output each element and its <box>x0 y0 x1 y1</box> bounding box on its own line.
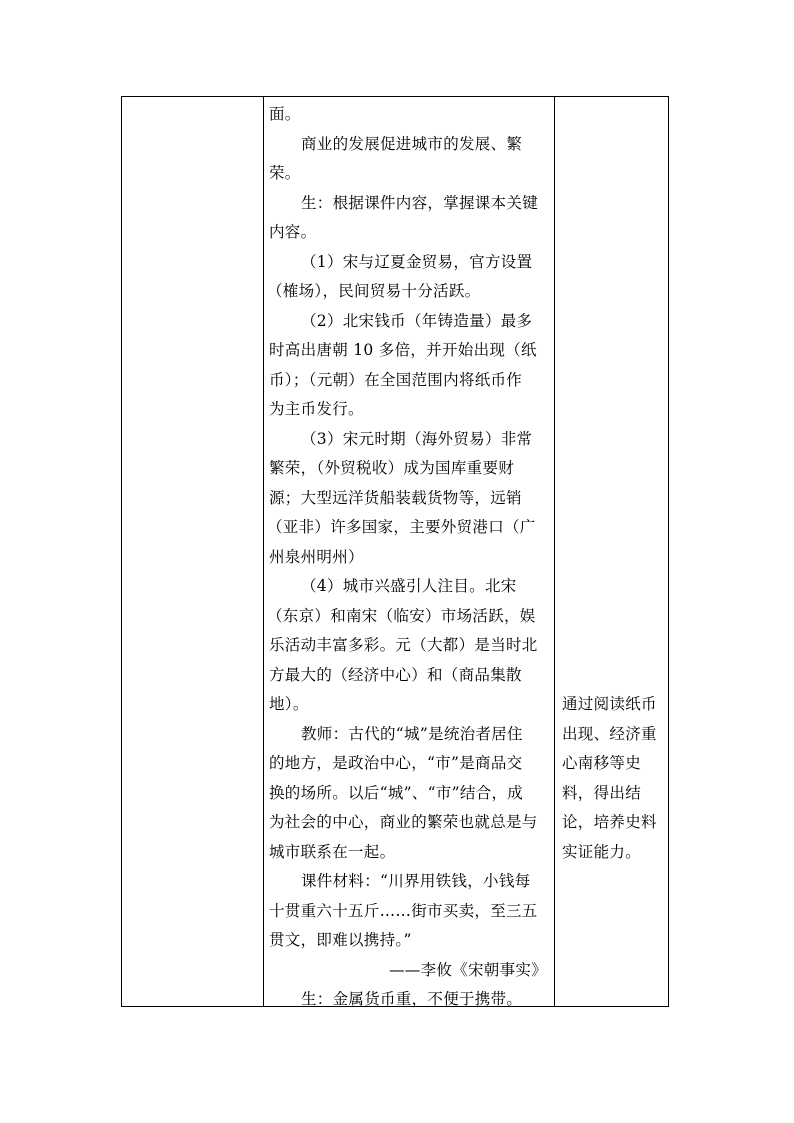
text-line: 商业的发展促进城市的发展、繁 <box>301 135 523 153</box>
text-line: 为主币发行。 <box>269 400 364 418</box>
table-cell-design-intent <box>556 97 668 1006</box>
text-line: 州泉州明州） <box>269 548 364 566</box>
text-line: （3）宋元时期（海外贸易）非常 <box>301 430 533 448</box>
text-line: 荣。 <box>269 164 301 182</box>
lesson-table <box>121 96 669 1007</box>
text-line: （1）宋与辽夏金贸易，官方设置 <box>301 253 533 271</box>
text-line: 的地方，是政治中心，“市”是商品交 <box>269 754 523 772</box>
text-line: 源；大型远洋货船装载货物等，远销 <box>269 489 522 507</box>
text-line: 生：金属货币重，不便于携带。 <box>301 990 523 1008</box>
text-line: 贯文，即难以携持。” <box>269 931 412 949</box>
text-line: 出现、经济重 <box>562 725 657 743</box>
text-line: （亚非）许多国家，主要外贸港口（广 <box>267 518 536 536</box>
text-line: 通过阅读纸币 <box>562 695 657 713</box>
text-line: （东京）和南宋（临安）市场活跃，娱 <box>267 607 536 625</box>
text-line: 教师：古代的“城”是统治者居住 <box>301 725 523 743</box>
text-line: 心南移等史 <box>562 754 642 772</box>
citation-line: ——李攸《宋朝事实》 <box>389 961 548 979</box>
text-line: 为社会的中心，商业的繁荣也就总是与 <box>269 813 538 831</box>
table-cell-teaching-process <box>264 97 554 1006</box>
text-line: 面。 <box>269 105 301 123</box>
text-line: 繁荣，（外贸税收）成为国库重要财 <box>269 459 515 477</box>
text-line: 料，得出结 <box>562 784 642 802</box>
text-line: （4）城市兴盛引人注目。北宋 <box>301 577 517 595</box>
text-line: 时高出唐朝 10 多倍，并开始出现（纸 <box>269 341 537 359</box>
text-line: 币）；（元朝）在全国范围内将纸币作 <box>269 371 523 389</box>
text-line: （榷场），民间贸易十分活跃。 <box>267 282 481 300</box>
text-line: 内容。 <box>269 223 317 241</box>
text-line: 方最大的（经济中心）和（商品集散 <box>269 666 522 684</box>
text-line: 城市联系在一起。 <box>269 843 396 861</box>
text-line: 生：根据课件内容，掌握课本关键 <box>301 194 539 212</box>
text-line: （2）北宋钱币（年铸造量）最多 <box>301 312 533 330</box>
column-divider-right <box>554 97 555 1006</box>
text-line: 乐活动丰富多彩。元（大都）是当时北 <box>269 636 538 654</box>
text-line: 换的场所。以后“城”、“市”结合，成 <box>269 784 524 802</box>
text-line: 课件材料：“川界用铁钱，小钱每 <box>301 872 531 890</box>
text-line: 实证能力。 <box>562 843 642 861</box>
text-line: 论，培养史料 <box>562 813 657 831</box>
text-line: 十贯重六十五斤……街市买卖，至三五 <box>269 902 538 920</box>
text-line: 地）。 <box>269 695 309 713</box>
